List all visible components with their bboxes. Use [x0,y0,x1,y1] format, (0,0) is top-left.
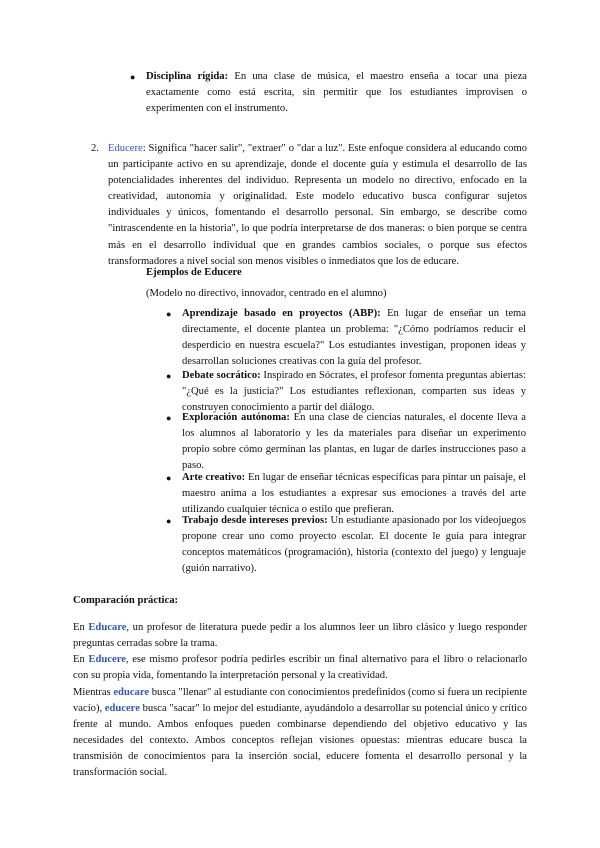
example-item-arte [182,470,526,518]
comparison-paragraph-3 [73,685,527,782]
educere-definition: : Significa "hacer salir", "extraer" o "dar a luz". Este enfoque considera al educando como un participante activo en su aprendizaje, donde el docente guía y estimula el desarrollo de las potencialidades inherentes del individuo. Representa un modelo no directivo, enfocado en la creatividad, autonomía y originalidad. Este modelo educativo busca configurar sujetos individuales y únicos, fomentando el desarrollo personal. Sin embargo, se describe como "intrascendente en la historia", lo que podría interpretarse de dos maneras: o bien porque se centra más en el desarrollo individual que en grandes cambios sociales, o porque sus efectos transformadores a nivel social son menos visibles o inmediatos que los de educare. [108,143,527,267]
educere-term: Educere [108,143,143,154]
educere-term: Educere [88,654,126,665]
example-item-abp [182,306,526,370]
p3-text: busca "sacar" lo mejor del estudiante, ayudándolo a desarrollar su potencial único y crítico frente al mundo. Ambos enfoques pueden combinarse dependiendo del objetivo educativo y las necesidades del contexto. Ambos conceptos reflejan visiones opuestas: mientras educare busca la transmisión de conocimientos para la inserción social, educere fomenta el desarrollo personal y la transformación social. [73,703,527,779]
example-text: Un estudiante apasionado por los videojuegos propone crear uno como proyecto escolar. El docente le guía para integrar conceptos matemáticos (programación), historia (contexto del juego) y lenguaje (guión narrativo). [182,515,526,575]
examples-heading: Ejemplos de Educere [146,267,242,278]
p2-text: , ese mismo profesor podría pedirles escribir un final alternativo para el libro o relacionarlo con su propia vida, fomentando la interpretación personal y la creatividad. [73,654,527,682]
comparison-heading: Comparación práctica: [73,595,179,606]
example-term: Aprendizaje basado en proyectos (ABP): [182,308,381,319]
p3-middle: busca "llenar" al estudiante con conocimientos predefinidos (como si fuera un recipiente vacío), [73,687,527,715]
comparison-paragraph-1 [73,620,527,652]
example-term: Debate socrático: [182,370,261,381]
educere-term: educere [104,703,140,715]
example-term: Trabajo desde intereses previos: [182,515,328,526]
bullet-term: Disciplina rígida: [146,71,229,82]
p3-prefix: Mientras [73,687,114,698]
example-text: En lugar de enseñar un tema directamente, el docente plantea un problema: "¿Cómo podríamos reducir el desperdicio en nuestra escuela?" Los estudiantes investigan, proponen ideas y desarrollan soluciones creativas con la guía del profesor. [182,308,526,368]
example-item-exploracion [182,410,526,474]
bullet-marker: ● [166,516,172,526]
p1-text: , un profesor de literatura puede pedir a los alumnos leer un libro clásico y luego responder preguntas cerradas sobre la trama. [73,622,527,650]
section-educere [108,141,527,270]
bullet-text: En una clase de música, el maestro enseña a tocar una pieza exactamente como está escrita, sin permitir que los estudiantes improvisen o experimenten con el instrumento. [146,71,527,115]
example-text: En una clase de ciencias naturales, el docente lleva a los alumnos al laboratorio y les da materiales para diseñar un experimento propio sobre cómo germinan las plantas, en lugar de darles instrucciones paso a paso. [182,412,526,472]
bullet-disciplina-rigida [146,69,527,117]
example-term: Exploración autónoma: [182,412,290,423]
bullet-marker: ● [166,309,172,319]
educare-term: educare [113,687,150,698]
example-term: Arte creativo: [182,472,246,483]
bullet-marker: ● [166,413,172,423]
p1-prefix: En [73,622,89,633]
examples-subtitle: (Modelo no directivo, innovador, centrado en el alumno) [146,288,387,299]
section-number: 2. [91,143,99,154]
bullet-marker: ● [166,371,172,381]
example-text: En lugar de enseñar técnicas específicas para pintar un paisaje, el maestro anima a los estudiantes a expresar sus emociones a través del arte utilizando cualquier técnica o estilo que prefieran. [182,472,526,516]
p2-prefix: En [73,654,89,665]
example-item-intereses [182,513,526,577]
bullet-marker: ● [166,473,172,483]
educare-term: Educare [88,622,127,633]
comparison-paragraph-2 [73,652,527,684]
example-text: Inspirado en Sócrates, el profesor fomenta preguntas abiertas: "¿Qué es la justicia?" Los estudiantes reflexionan, comparten sus ideas y construyen conocimiento a partir del diálogo. [182,370,526,414]
bullet-marker: ● [130,72,136,82]
